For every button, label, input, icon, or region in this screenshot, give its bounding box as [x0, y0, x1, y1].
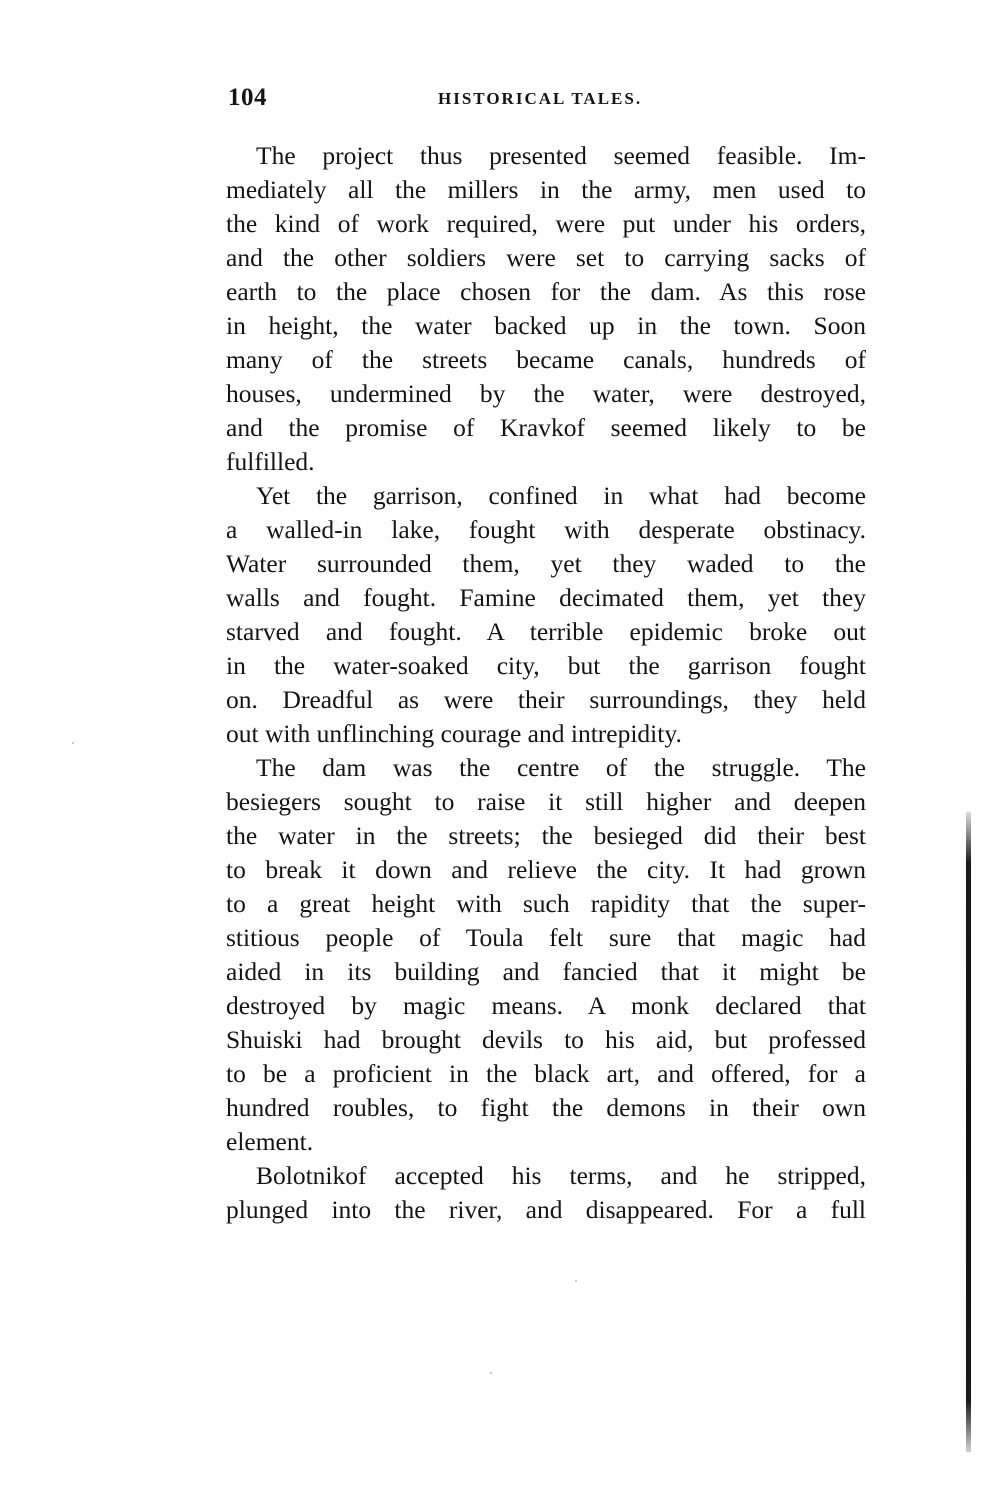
text-line: destroyed by magic means. A monk declared that	[226, 991, 866, 1020]
text-line: element.	[226, 1127, 314, 1156]
body-text	[226, 139, 866, 1227]
text-line: fulfilled.	[226, 447, 315, 476]
running-title: HISTORICAL TALES.	[438, 89, 643, 108]
text-line: besiegers sought to raise it still higher and deepen	[226, 787, 866, 816]
text-line: to a great height with such rapidity that the super-	[226, 889, 866, 918]
text-line: Bolotnikof accepted his terms, and he stripped,	[256, 1161, 866, 1190]
text-line: houses, undermined by the water, were destroyed,	[226, 379, 866, 408]
text-line: to break it down and relieve the city. It had grown	[226, 855, 866, 884]
paragraph-4	[226, 1159, 866, 1227]
paper-speck	[490, 1372, 492, 1374]
text-line: Water surrounded them, yet they waded to the	[226, 549, 866, 578]
text-line: aided in its building and fancied that it might be	[226, 957, 866, 986]
paragraph-2	[226, 479, 866, 751]
text-line: The dam was the centre of the struggle. The	[256, 753, 866, 782]
text-line: mediately all the millers in the army, men used to	[226, 175, 866, 204]
text-line: Yet the garrison, confined in what had become	[256, 481, 866, 510]
text-line: and the promise of Kravkof seemed likely to be	[226, 413, 866, 442]
text-line: The project thus presented seemed feasible. Im-	[256, 141, 866, 170]
text-line: the kind of work required, were put under his orders,	[226, 209, 866, 238]
text-line: Shuiski had brought devils to his aid, but professed	[226, 1025, 866, 1054]
paragraph-1	[226, 139, 866, 479]
text-line: out with unflinching courage and intrepidity.	[226, 719, 682, 748]
text-line: in the water-soaked city, but the garrison fought	[226, 651, 866, 680]
paragraph-3	[226, 751, 866, 1159]
text-line: the water in the streets; the besieged did their best	[226, 821, 866, 850]
text-line: in height, the water backed up in the town. Soon	[226, 311, 866, 340]
paper-speck	[575, 1280, 577, 1282]
running-head	[228, 84, 868, 118]
text-line: hundred roubles, to fight the demons in their own	[226, 1093, 866, 1122]
text-line: starved and fought. A terrible epidemic broke out	[226, 617, 866, 646]
text-line: and the other soldiers were set to carrying sacks of	[226, 243, 866, 272]
text-line: plunged into the river, and disappeared. For a full	[226, 1195, 866, 1224]
text-line: on. Dreadful as were their surroundings, they held	[226, 685, 866, 714]
text-line: a walled-in lake, fought with desperate obstinacy.	[226, 515, 866, 544]
text-line: to be a proficient in the black art, and offered, for a	[226, 1059, 866, 1088]
text-line: walls and fought. Famine decimated them, yet they	[226, 583, 866, 612]
page-number: 104	[228, 84, 267, 111]
binding-edge-shadow	[966, 812, 971, 1452]
text-line: earth to the place chosen for the dam. As this rose	[226, 277, 866, 306]
text-line: stitious people of Toula felt sure that magic had	[226, 923, 866, 952]
paper-speck	[72, 742, 74, 744]
text-line: many of the streets became canals, hundreds of	[226, 345, 866, 374]
